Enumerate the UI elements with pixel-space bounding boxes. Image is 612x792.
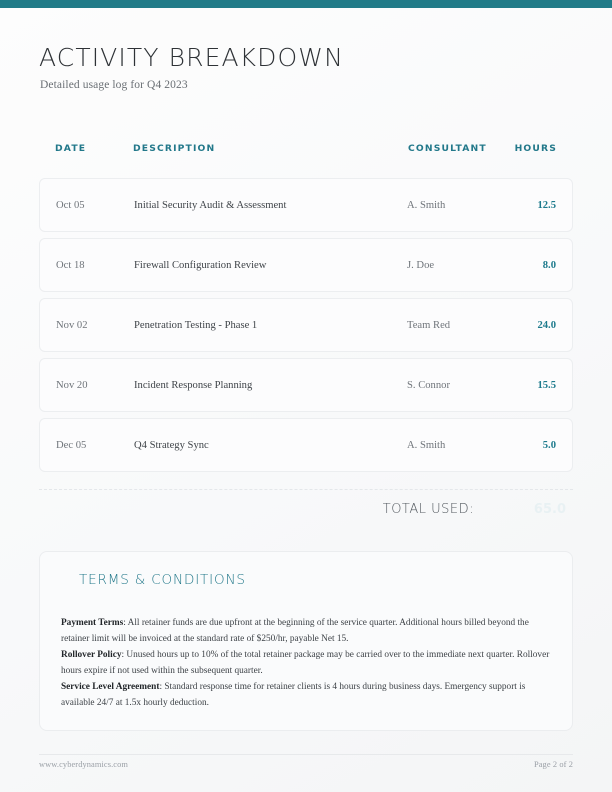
table-row[interactable] [39,238,573,292]
cell-date: Dec 05 [56,439,87,451]
cell-hours: 15.5 [537,379,556,391]
column-header-date: DATE [55,142,87,154]
table-header-row [39,133,573,163]
total-row [39,502,573,517]
cell-hours: 12.5 [537,199,556,211]
page-title: ACTIVITY BREAKDOWN [39,43,344,72]
terms-title: TERMS & CONDITIONS [79,572,246,588]
terms-item-label: Rollover Policy [61,650,122,661]
terms-item [61,679,551,711]
total-value: 65.0 [533,502,566,517]
activity-table [39,133,573,478]
cell-description: Incident Response Planning [134,379,253,391]
cell-description: Firewall Configuration Review [134,259,267,271]
terms-body [61,615,551,711]
cell-consultant: J. Doe [407,259,435,271]
footer-website[interactable]: www.cyberdynamics.com [39,760,129,769]
footer-divider [39,754,573,755]
cell-consultant: Team Red [407,319,451,331]
cell-date: Oct 05 [56,199,85,211]
column-header-description: DESCRIPTION [133,142,216,154]
top-accent-bar [0,0,612,8]
terms-item-text: : Standard response time for retainer clients is 4 hours during business days. Emergency support is available 24/7 at 1.5x hourly deduction. [61,682,526,709]
footer-page-number: Page 2 of 2 [533,760,573,769]
document-header [39,44,573,91]
cell-date: Nov 20 [56,379,88,391]
terms-item-label: Service Level Agreement [61,682,160,693]
cell-consultant: S. Connor [407,379,450,391]
cell-consultant: A. Smith [407,439,446,451]
cell-date: Oct 18 [56,259,85,271]
terms-item [61,615,551,647]
terms-item-text: : All retainer funds are due upfront at the beginning of the service quarter. Additional hours billed beyond the retainer limit will be invoiced at the standard rate of $250/hr, payable Net 15. [61,618,529,645]
cell-hours: 5.0 [542,439,556,451]
table-row[interactable] [39,358,573,412]
column-header-consultant: CONSULTANT [408,142,487,154]
terms-item-text: : Unused hours up to 10% of the total retainer package may be carried over to the immediate next quarter. Rollover hours expire if not used within the subsequent quarter. [61,650,550,677]
table-row[interactable] [39,418,573,472]
table-row[interactable] [39,298,573,352]
cell-description: Penetration Testing - Phase 1 [134,319,258,331]
table-row[interactable] [39,178,573,232]
terms-and-conditions-box [39,551,573,731]
terms-item [61,647,551,679]
column-header-hours: HOURS [514,142,557,154]
page-footer [39,760,573,769]
cell-hours: 24.0 [537,319,556,331]
total-separator [39,489,573,490]
cell-consultant: A. Smith [407,199,446,211]
cell-hours: 8.0 [542,259,556,271]
cell-description: Q4 Strategy Sync [134,439,209,451]
terms-item-label: Payment Terms [61,618,124,628]
table-body [39,178,573,472]
total-label: TOTAL USED: [382,502,474,517]
cell-description: Initial Security Audit & Assessment [134,199,287,211]
cell-date: Nov 02 [56,319,88,331]
page-subtitle: Detailed usage log for Q4 2023 [40,78,188,91]
